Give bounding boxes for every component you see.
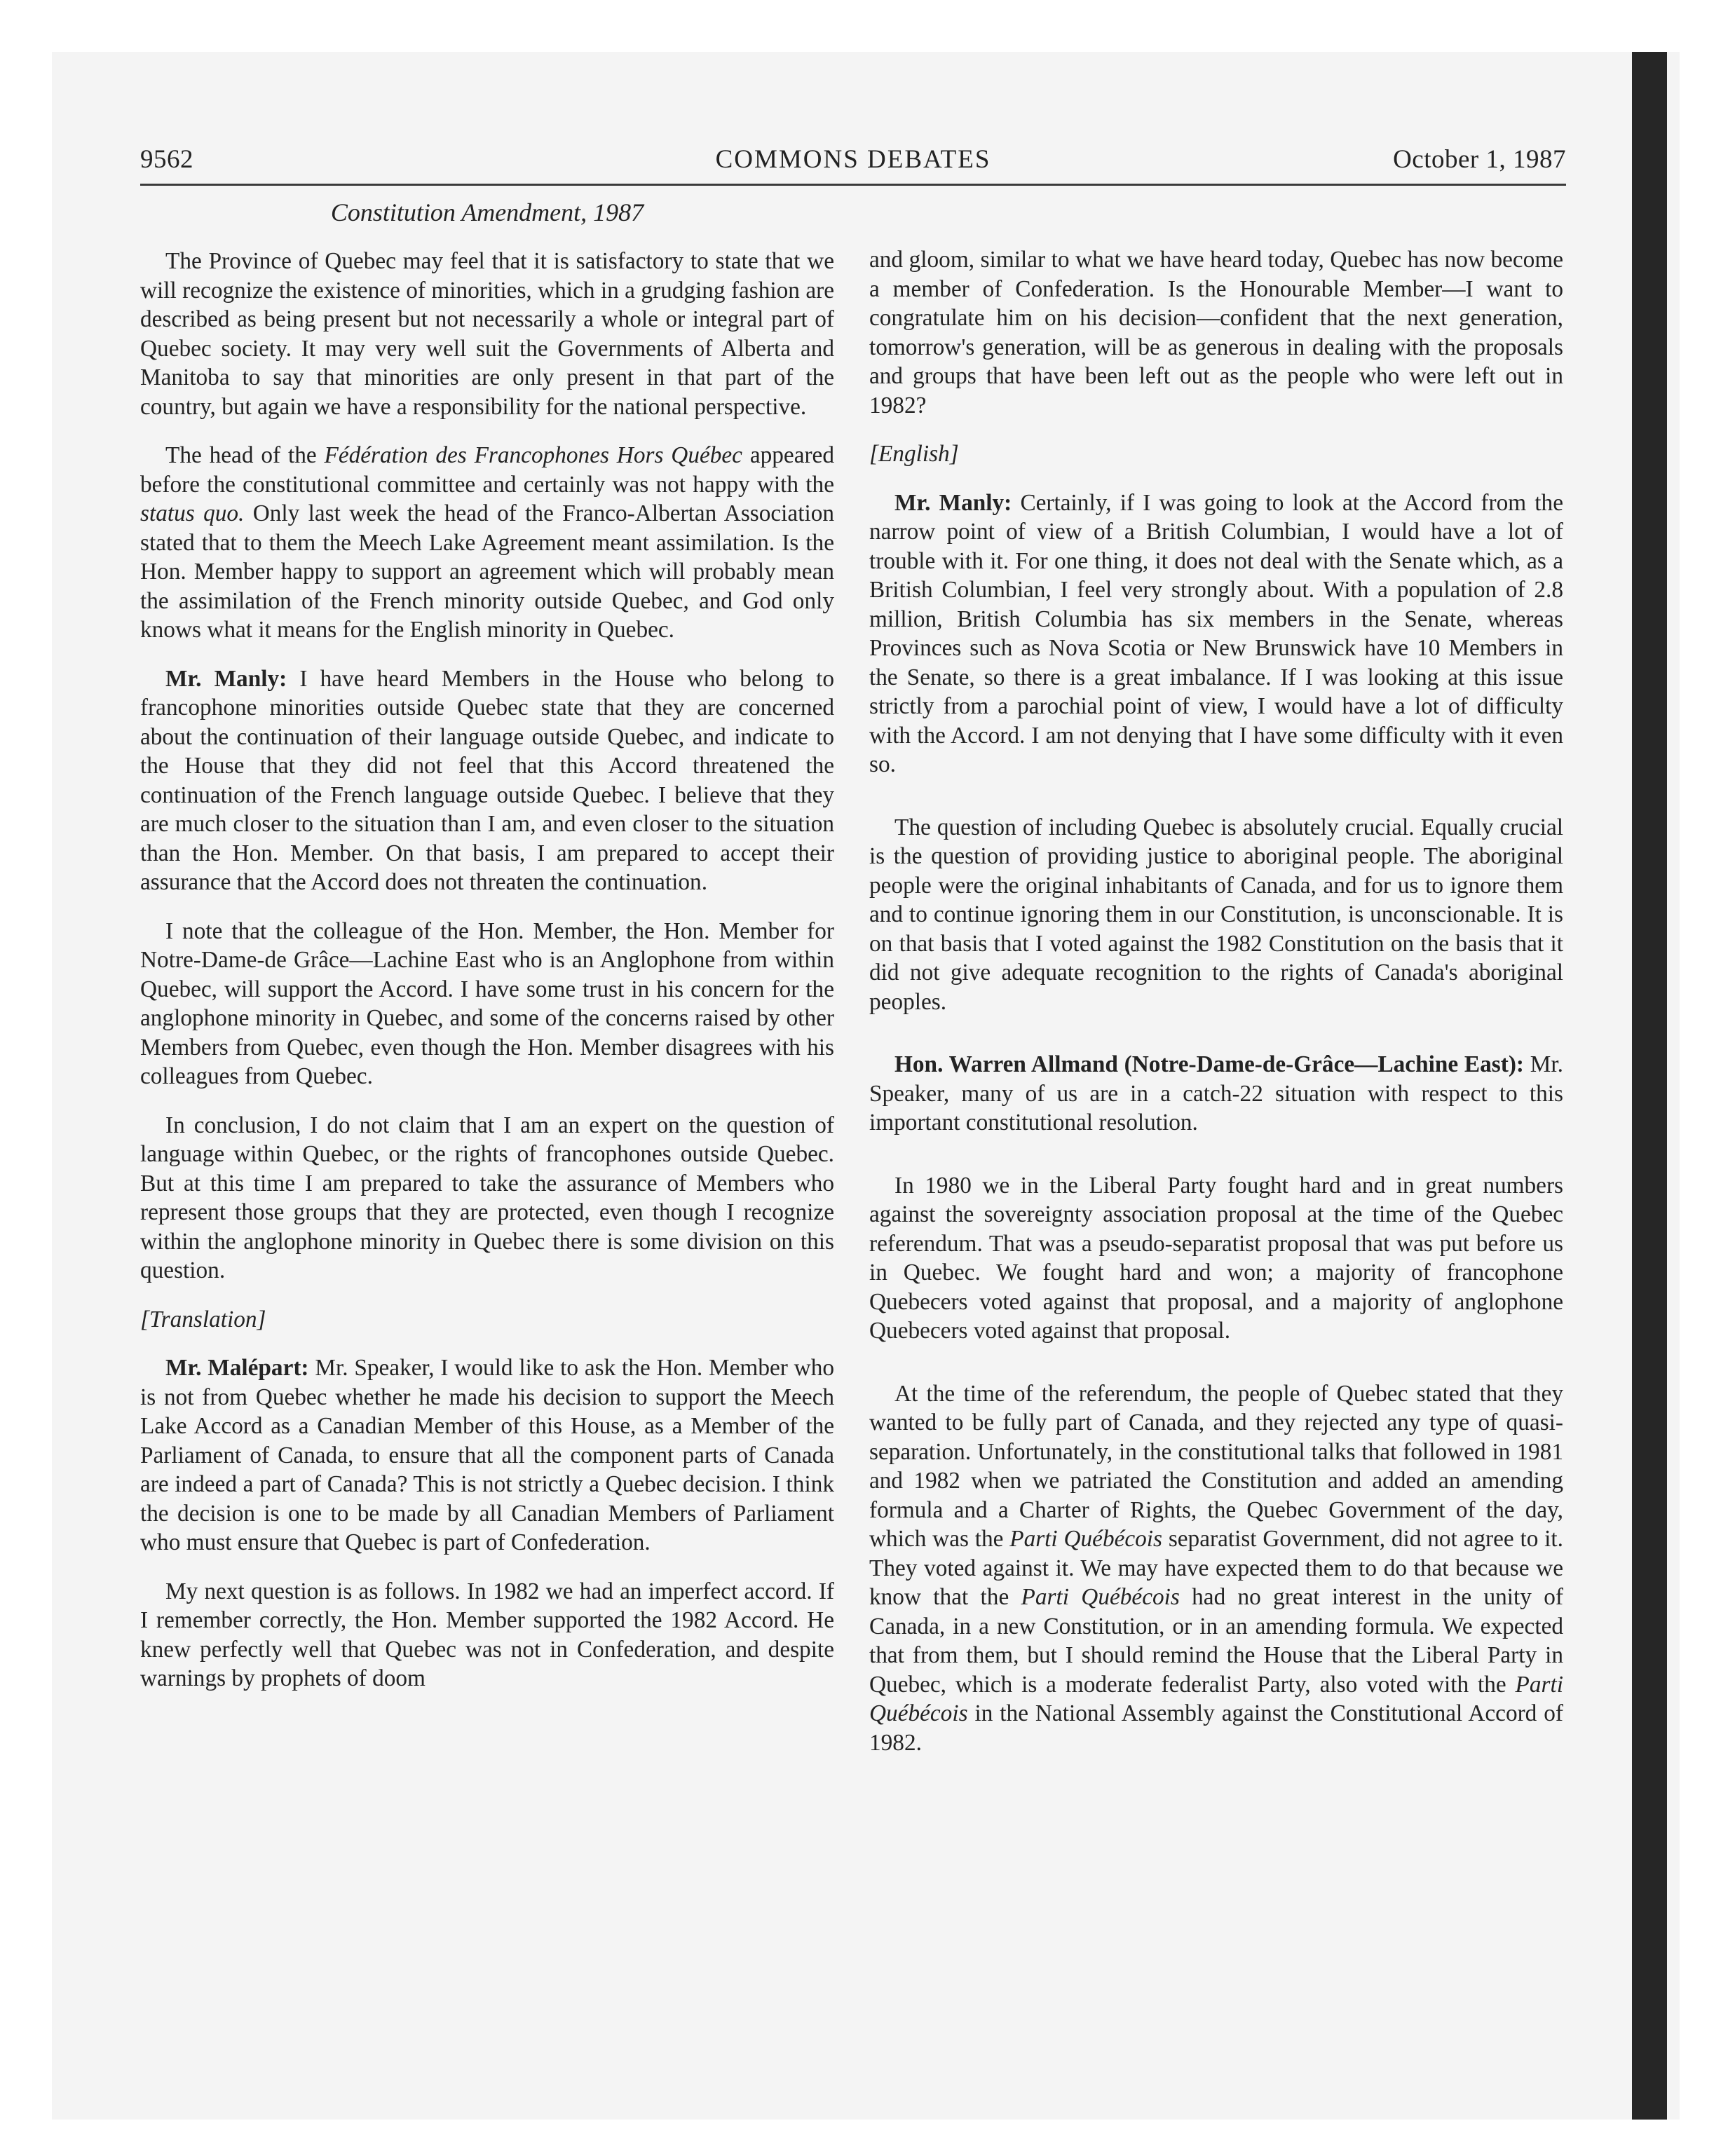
issue-date: October 1, 1987	[1393, 145, 1566, 174]
header-rule	[140, 184, 1566, 186]
page-number: 9562	[140, 145, 193, 174]
text-run: appeared before the constitutional committee and certainly was not happy with the	[140, 442, 834, 498]
text-run: The head of the	[165, 442, 325, 468]
paragraph: I note that the colleague of the Hon. Member, the Hon. Member for Notre-Dame-de Grâce—Lachine East who is an Anglophone from within Quebec, will support the Accord. I have some trust in his concern for the anglophone minority in Quebec, and some of the concerns raised by other Members from Quebec, even though the Hon. Member disagrees with his colleagues from Quebec.	[140, 917, 834, 1089]
paragraph: My next question is as follows. In 1982 we had an imperfect accord. If I remember correctly, the Hon. Member supported the 1982 Accord. He knew perfectly well that Quebec was not in Confederation, and despite warnings by prophets of doom	[140, 1578, 834, 1691]
text-run: Only last week the head of the Franco-Albertan Association stated that to them the Meech Lake Agreement meant assimilation. Is the Hon. Member happy to support an agreement which will probably mean the assimilation of the French minority outside Quebec, and God only knows what it means for the English minority in Quebec.	[140, 500, 834, 643]
speech-text: Mr. Speaker, many of us are in a catch-22 situation with respect to this important constitutional resolution.	[869, 1051, 1563, 1135]
scan-binding-edge	[1632, 52, 1667, 2120]
paragraph	[869, 1379, 1563, 1758]
page-header	[140, 144, 1566, 186]
text-run: in the National Assembly against the Constitutional Accord of 1982.	[869, 1700, 1563, 1756]
speech-text: I have heard Members in the House who belong to francophone minorities outside Quebec state that they are concerned about the continuation of their language outside Quebec, and indicate to the House that they did not feel that this Accord threatened the continuation of the French language outside Quebec. I believe that they are much closer to the situation than I am, and even closer to the situation than the Hon. Member. On that basis, I am prepared to accept their assurance that the Accord does not threaten the continuation.	[140, 665, 834, 895]
publication-title: COMMONS DEBATES	[715, 145, 991, 174]
language-note: [English]	[869, 441, 959, 467]
paragraph: In 1980 we in the Liberal Party fought hard and in great numbers against the sovereignty association proposal at the time of the Quebec referendum. That was a pseudo-separatist proposal that was put before us in Quebec. We fought hard and won; a majority of francophone Quebecers voted against that proposal, and a majority of anglophone Quebecers voted against that proposal.	[869, 1172, 1563, 1344]
italic-text: Parti Québécois	[1009, 1526, 1163, 1552]
right-column	[869, 245, 1563, 1777]
speaker-name: Mr. Manly:	[165, 665, 287, 692]
speech-text: Certainly, if I was going to look at the Accord from the narrow point of view of a British Columbian, I would have a lot of trouble with it. For one thing, it does not deal with the Senate which, as a British Columbian, I feel very strongly about. With a population of 2.8 million, British Columbia has six members in the Senate, whereas Provinces such as Nova Scotia or New Brunswick have 10 Members in the Senate, so there is a great imbalance. If I was looking at this issue strictly from a parochial point of view, I would have a lot of difficulty with the Accord. I am not denying that I have some difficulty with it even so.	[869, 489, 1563, 777]
speaker-name: Mr. Manly:	[894, 489, 1012, 516]
speaker-paragraph	[869, 489, 1563, 779]
running-head: Constitution Amendment, 1987	[330, 198, 644, 226]
speaker-paragraph	[140, 664, 834, 897]
italic-text: status quo.	[140, 500, 245, 526]
paragraph: In conclusion, I do not claim that I am an expert on the question of language within Quebec, or the rights of francophones outside Quebec. But at this time I am prepared to take the assurance of Members who represent those groups that they are protected, even though I recognize within the anglophone minority in Quebec there is some division on this question.	[140, 1112, 834, 1283]
left-column	[140, 247, 834, 1713]
speaker-paragraph	[140, 1353, 834, 1557]
translation-note: [Translation]	[140, 1306, 266, 1332]
paragraph: and gloom, similar to what we have heard today, Quebec has now become a member of Confederation. Is the Honourable Member—I want to congratulate him on his decision—confident that the next generation, tomorrow's generation, will be as generous in dealing with the proposals and groups that have been left out as the people who were left out in 1982?	[869, 247, 1563, 418]
speaker-paragraph	[869, 1050, 1563, 1138]
text-run: separatist Government, did not agree to it. They voted against it. We may have expected them to do that because we know that the	[869, 1526, 1563, 1610]
text-run: had no great interest in the unity of Canada, in a new Constitution, or in an amending formula. We expected that from them, but I should remind the House that the Liberal Party in Quebec, which is a moderate federalist Party, also voted with the	[869, 1584, 1563, 1698]
text-run: At the time of the referendum, the people of Quebec stated that they wanted to be fully part of Canada, and they rejected any type of quasi-separation. Unfortunately, in the constitutional talks that followed in 1981 and 1982 when we patriated the Constitution and added an amending formula and a Charter of Rights, the Quebec Government of the day, which was the	[869, 1380, 1563, 1552]
paragraph: The question of including Quebec is absolutely crucial. Equally crucial is the question of providing justice to aboriginal people. The aboriginal people were the original inhabitants of Canada, and for us to ignore them and to continue ignoring them in our Constitution, is unconscionable. It is on that basis that I voted against the 1982 Constitution on the basis that it did not give adequate recognition to the rights of Canada's aboriginal peoples.	[869, 814, 1563, 1015]
speaker-name: Hon. Warren Allmand (Notre-Dame-de-Grâce—Lachine East):	[894, 1051, 1525, 1077]
speaker-name: Mr. Malépart:	[165, 1355, 309, 1381]
paragraph: The Province of Quebec may feel that it is satisfactory to state that we will recognize the existence of minorities, which in a grudging fashion are described as being present but not necessarily a whole or integral part of Quebec society. It may very well suit the Governments of Alberta and Manitoba to say that minorities are only present in that part of the country, but again we have a responsibility for the national perspective.	[140, 248, 834, 420]
speech-text: Mr. Speaker, I would like to ask the Hon. Member who is not from Quebec whether he made his decision to support the Meech Lake Accord as a Canadian Member of this House, as a Member of the Parliament of Canada, to ensure that all the component parts of Canada are indeed a part of Canada? This is not strictly a Quebec decision. I think the decision is one to be made by all Canadian Members of Parliament who must ensure that Quebec is part of Confederation.	[140, 1355, 834, 1555]
italic-text: Fédération des Francophones Hors Québec	[324, 442, 742, 468]
paragraph	[140, 441, 834, 645]
italic-text: Parti Québécois	[1021, 1584, 1180, 1610]
italic-text: Parti Québécois	[869, 1671, 1563, 1726]
